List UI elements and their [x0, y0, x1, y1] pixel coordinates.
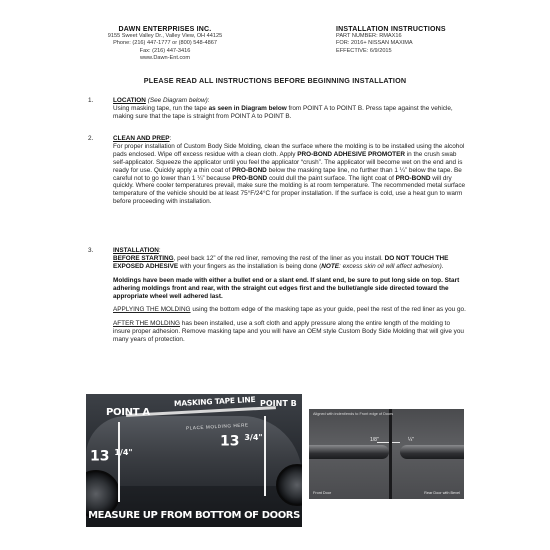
effective-date: EFFECTIVE: 6/9/2015	[336, 47, 392, 54]
placement-diagram	[86, 394, 302, 527]
step-text: using the bottom edge of the masking tape as your guide, peel the rest of the red liner as you go.	[190, 306, 466, 314]
company-address: 9155 Sweet Valley Dr., Valley View, OH 44125	[107, 33, 223, 40]
step-text: from POINT A to POINT B. Press tape against the vehicle, making sure that the tape is straight from POINT A to POINT B.	[113, 104, 453, 120]
step-text-bold: DO NOT TOUCH THE EXPOSED ADHESIVE	[113, 254, 449, 270]
vehicle-fitment: FOR: 2016+ NISSAN MAXIMA	[336, 40, 413, 47]
point-b-label: POINT B	[260, 399, 297, 408]
step-text: in the crush swab self-applicator. Squeeze the applicator until you feel the applicator “crush”. The applicator will become wet on the end and is ready for use. Quickly apply a thin coat of	[113, 150, 463, 174]
step-text-bold: BEFORE STARTING	[113, 254, 174, 262]
step-text-bold: PRO-BOND ADHESIVE PROMOTER	[297, 150, 405, 158]
step-clean-prep: 2. CLEAN AND PREP: For proper installation of Custom Body Side Molding, clean the surface where the molding is to be installed using the alcohol pads enclosed. Wipe off excess residue with a clean cloth. Apply PRO-BOND ADHESIVE PROMOTER in the crush swab self-applicator. Squeeze the applicator until you feel the applicator “crush”. The applicator will become wet on the end and is ready for use. Quickly apply a thin coat of PRO-BOND below the masking tape line, no further than 1 ¼” below the tape. Be careful not to go lower than 1 ¼” because PRO-BOND could dull the paint surface. The light coat of PRO-BOND will dry quickly. Where cooler temperatures prevail, make sure the molding is at room temperature. The recommended metal surface temperature of the vehicle should be at least 75°F/24°C for proper installation. If the surface is cold, use a heat gun to warm before proceeding with installation.	[88, 135, 466, 206]
note-label: NOTE	[321, 262, 340, 270]
step-heading: LOCATION	[113, 97, 146, 104]
step-installation: 3. INSTALLATION: BEFORE STARTING, peel back 12” of the red liner, removing the rest of the liner as you install. DO NOT TOUCH THE EXPOSED ADHESIVE with your fingers as the installation is being done (NOTE: excess skin oil will affect adhesion). Moldings have been made with either a bullet end or a slant end. If slant end, be sure to put long side on top. Start adhering moldings front and rear, with the straight cut edges first and the bullet/angle side directed toward the appropriate wheel well adhered last. APPLYING THE MOLDING using the bottom edge of the masking tape as your guide, peel the rest of the red liner as you go. AFTER THE MOLDING has been installed, use a soft cloth and apply pressure along the entire length of the molding to insure proper adhesion. Remove masking tape and you will have an OEM style Custom Body Side Molding that will give you many years of protection.	[88, 247, 466, 344]
molding-orientation-note: Moldings have been made with either a bullet end or a slant end. If slant end, be sure to put long side on top. Start adhering moldings front and rear, with the straight cut edges first and the bullet/angle side directed toward the appropriate wheel well adhered last.	[113, 276, 460, 300]
step-text: has been installed, use a soft cloth and apply pressure along the entire length of the molding to insure proper adhesion. Remove masking tape and you will have an OEM style Custom Body Side Molding that will give you many years of protection.	[113, 320, 464, 344]
step-text: , peel back 12” of the red liner, removing the rest of the liner as you install.	[173, 254, 385, 262]
point-a-label: POINT A	[106, 407, 150, 418]
step-number: 2.	[88, 135, 94, 142]
gap-measure-rear: ¼"	[408, 437, 414, 443]
rear-dimension	[220, 433, 263, 450]
tape-line-label: MASKING TAPE LINE	[173, 394, 256, 409]
step-location: 1. LOCATION (See Diagram below): Using masking tape, run the tape as seen in Diagram below from POINT A to POINT B. Press tape against the vehicle, making sure that the tape is straight from POINT A to POINT B.	[88, 97, 453, 120]
step-heading: INSTALLATION	[113, 247, 159, 254]
step-text-bold: PRO-BOND	[232, 174, 268, 182]
step-text: For proper installation of Custom Body Side Molding, clean the surface where the molding is to be installed using the alcohol pads enclosed. Wipe off excess residue with a clean cloth. Apply	[113, 142, 465, 158]
step-number: 3.	[88, 247, 94, 254]
rear-door-label: Rear Door with Bevel	[424, 491, 460, 495]
step-heading-note: (See Diagram below)	[147, 97, 208, 104]
company-fax: Fax: (216) 447-3416	[139, 47, 191, 54]
step-text: with your fingers as the installation is being done (	[178, 262, 322, 270]
front-door-molding	[309, 445, 389, 459]
part-number: PART NUMBER: RMAX16	[336, 33, 402, 40]
dimension-line-rear	[264, 416, 266, 496]
step-subheading: APPLYING THE MOLDING	[113, 306, 191, 314]
gap-measure-front: 1/8"	[370, 437, 379, 443]
step-text-bold: PRO-BOND	[395, 174, 431, 182]
door-gap-photo	[309, 409, 464, 499]
page-title: PLEASE READ ALL INSTRUCTIONS BEFORE BEGINNING INSTALLATION	[143, 76, 407, 85]
note-text: : excess skin oil will affect adhesion).	[339, 262, 444, 270]
step-text: Using masking tape, run the tape	[113, 104, 209, 112]
step-text-bold: PRO-BOND	[232, 166, 267, 174]
company-header	[90, 26, 240, 62]
front-door-label: Front Door	[313, 491, 332, 495]
step-text: below the masking tape line, no further than 1 ¼” below the tape. Be careful not to go lower than 1 ¼” because	[113, 166, 462, 182]
front-dimension-whole: 13	[90, 448, 110, 465]
door-gap-line	[389, 409, 392, 499]
rear-dimension-fraction: 3/4"	[244, 433, 263, 442]
step-text: will dry quickly. Where cooler temperatures prevail, make sure the molding is at room temperature. The recommended metal surface temperature of the vehicle should be at least 75°F/24°C for proper installation. If the surface is cold, use a heat gun to warm before proceeding with installation.	[113, 174, 466, 206]
measure-caption: MEASURE UP FROM BOTTOM OF DOORS	[88, 510, 300, 521]
step-number: 1.	[88, 97, 94, 104]
step-text-bold: as seen in Diagram below	[208, 104, 287, 112]
rear-dimension-whole: 13	[220, 433, 240, 450]
front-dimension	[90, 448, 133, 465]
front-dimension-fraction: 1/4"	[114, 448, 133, 457]
company-website: www.Dawn-Ent.com	[139, 54, 191, 61]
step-heading: CLEAN AND PREP	[113, 135, 170, 142]
place-molding-label: PLACE MOLDING HERE	[185, 422, 249, 431]
step-subheading: AFTER THE MOLDING	[113, 320, 180, 328]
company-name: DAWN ENTERPRISES INC.	[118, 26, 212, 33]
doc-header	[336, 26, 506, 55]
gap-arrow-rear	[392, 442, 400, 443]
alignment-note: Aligned with indent/ends to Front edge of Doors	[313, 412, 394, 416]
company-phone: Phone: (216) 447-1777 or (800) 548-4867	[113, 40, 217, 47]
doc-title: INSTALLATION INSTRUCTIONS	[336, 26, 446, 33]
step-text: could dull the paint surface. The light coat of	[267, 174, 396, 182]
rear-door-molding	[400, 445, 464, 459]
